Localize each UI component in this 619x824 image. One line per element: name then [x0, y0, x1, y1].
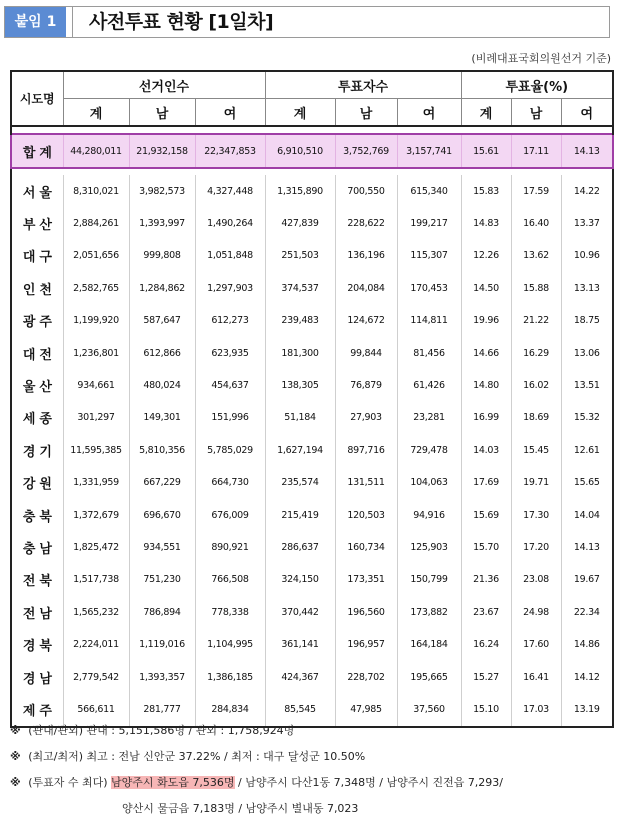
region-name: 광 주: [11, 305, 63, 337]
table-cell: 5,810,356: [129, 434, 195, 466]
table-cell: 751,230: [129, 564, 195, 596]
table-cell: 934,661: [63, 369, 129, 401]
attachment-badge: 붙임 1: [5, 7, 66, 37]
table-cell: 13.13: [561, 272, 613, 304]
table-row: [11, 207, 613, 239]
table-cell: 173,882: [397, 596, 461, 628]
region-name: 대 구: [11, 240, 63, 272]
table-cell: 14.03: [461, 434, 511, 466]
table-cell: 15.83: [461, 175, 511, 207]
table-cell: 454,637: [195, 369, 265, 401]
footnote-1: [10, 722, 294, 738]
region-name: 세 종: [11, 402, 63, 434]
table-cell: 13.37: [561, 207, 613, 239]
table-cell: 370,442: [265, 596, 335, 628]
subheader-cell: 남: [335, 99, 397, 127]
table-cell: 15.27: [461, 661, 511, 693]
table-cell: 16.99: [461, 402, 511, 434]
table-cell: 239,483: [265, 305, 335, 337]
footnote-3: [10, 774, 503, 790]
total-cell: 44,280,011: [63, 134, 129, 168]
table-row: [11, 499, 613, 531]
table-cell: 37,560: [397, 693, 461, 726]
table-cell: 114,811: [397, 305, 461, 337]
table-cell: 1,104,995: [195, 628, 265, 660]
table-row: [11, 305, 613, 337]
table-cell: 17.30: [511, 499, 561, 531]
total-cell: 14.13: [561, 134, 613, 168]
table-row: [11, 369, 613, 401]
table-cell: 27,903: [335, 402, 397, 434]
table-cell: 301,297: [63, 402, 129, 434]
table-cell: 1,199,920: [63, 305, 129, 337]
table-cell: 612,866: [129, 337, 195, 369]
table-cell: 160,734: [335, 531, 397, 563]
table-cell: 2,224,011: [63, 628, 129, 660]
table-row: [11, 661, 613, 693]
table-cell: 480,024: [129, 369, 195, 401]
table-cell: 1,627,194: [265, 434, 335, 466]
region-name: 부 산: [11, 207, 63, 239]
table-cell: 51,184: [265, 402, 335, 434]
table-cell: 14.66: [461, 337, 511, 369]
subheader-cell: 여: [561, 99, 613, 127]
note-mark: ※: [10, 750, 21, 763]
table-row: [11, 596, 613, 628]
table-cell: 12.26: [461, 240, 511, 272]
table-cell: 138,305: [265, 369, 335, 401]
table-cell: 281,777: [129, 693, 195, 726]
table-cell: 196,560: [335, 596, 397, 628]
region-name: 강 원: [11, 467, 63, 499]
region-name: 경 북: [11, 628, 63, 660]
subheader-cell: 계: [265, 99, 335, 127]
table-cell: 16.29: [511, 337, 561, 369]
region-name: 경 남: [11, 661, 63, 693]
table-cell: 1,051,848: [195, 240, 265, 272]
table-cell: 2,051,656: [63, 240, 129, 272]
region-name: 전 남: [11, 596, 63, 628]
table-cell: 14.80: [461, 369, 511, 401]
table-cell: 897,716: [335, 434, 397, 466]
table-cell: 667,229: [129, 467, 195, 499]
region-name: 전 북: [11, 564, 63, 596]
table-cell: 15.10: [461, 693, 511, 726]
subheader-cell: 남: [129, 99, 195, 127]
table-cell: 125,903: [397, 531, 461, 563]
total-cell: 6,910,510: [265, 134, 335, 168]
table-cell: 19.96: [461, 305, 511, 337]
table-cell: 1,825,472: [63, 531, 129, 563]
table-row: [11, 337, 613, 369]
table-cell: 24.98: [511, 596, 561, 628]
table-cell: 286,637: [265, 531, 335, 563]
table-cell: 15.45: [511, 434, 561, 466]
table-cell: 15.88: [511, 272, 561, 304]
table-cell: 61,426: [397, 369, 461, 401]
table-cell: 1,490,264: [195, 207, 265, 239]
table-cell: 676,009: [195, 499, 265, 531]
table-cell: 228,622: [335, 207, 397, 239]
header-voters: 투표자수: [265, 71, 461, 99]
table-cell: 1,331,959: [63, 467, 129, 499]
table-cell: 696,670: [129, 499, 195, 531]
table-cell: 612,273: [195, 305, 265, 337]
table-cell: 10.96: [561, 240, 613, 272]
table-cell: 17.20: [511, 531, 561, 563]
table-cell: 120,503: [335, 499, 397, 531]
table-cell: 173,351: [335, 564, 397, 596]
note-mark: ※: [10, 724, 21, 737]
total-cell: 3,157,741: [397, 134, 461, 168]
subheader-cell: 여: [195, 99, 265, 127]
table-row: [11, 434, 613, 466]
highlighted-top-voter: 남양주시 화도읍 7,536명: [111, 776, 235, 789]
footnote-text: (최고/최저) 최고 : 전남 신안군 37.22% / 최저 : 대구 달성군 10.50%: [28, 750, 366, 763]
table-cell: 890,921: [195, 531, 265, 563]
table-cell: 14.83: [461, 207, 511, 239]
table-row: [11, 175, 613, 207]
table-cell: 1,284,862: [129, 272, 195, 304]
turnout-table: [10, 70, 614, 728]
table-cell: 19.67: [561, 564, 613, 596]
table-cell: 18.75: [561, 305, 613, 337]
region-name: 인 천: [11, 272, 63, 304]
table-row: [11, 272, 613, 304]
table-cell: 17.59: [511, 175, 561, 207]
region-name: 서 울: [11, 175, 63, 207]
subheader-cell: 여: [397, 99, 461, 127]
header-turnout: 투표율(%): [461, 71, 613, 99]
table-cell: 19.71: [511, 467, 561, 499]
table-cell: 615,340: [397, 175, 461, 207]
region-name: 울 산: [11, 369, 63, 401]
table-cell: 164,184: [397, 628, 461, 660]
table-row: [11, 531, 613, 563]
table-cell: 151,996: [195, 402, 265, 434]
table-cell: 15.65: [561, 467, 613, 499]
table-cell: 124,672: [335, 305, 397, 337]
table-cell: 1,297,903: [195, 272, 265, 304]
total-cell: 21,932,158: [129, 134, 195, 168]
table-cell: 623,935: [195, 337, 265, 369]
table-row: [11, 240, 613, 272]
table-cell: 1,565,232: [63, 596, 129, 628]
table-cell: 149,301: [129, 402, 195, 434]
footnote-text: (관내/관외) 관내 : 5,151,586명 / 관외 : 1,758,924명: [28, 724, 295, 737]
table-cell: 766,508: [195, 564, 265, 596]
table-cell: 23.67: [461, 596, 511, 628]
table-cell: 424,367: [265, 661, 335, 693]
table-cell: 204,084: [335, 272, 397, 304]
region-name: 경 기: [11, 434, 63, 466]
table-cell: 85,545: [265, 693, 335, 726]
table-cell: 23.08: [511, 564, 561, 596]
table-cell: 13.06: [561, 337, 613, 369]
subheader-cell: 계: [461, 99, 511, 127]
table-cell: 13.62: [511, 240, 561, 272]
table-cell: 1,236,801: [63, 337, 129, 369]
basis-note: (비례대표국회의원선거 기준): [471, 52, 611, 65]
table-row: [11, 628, 613, 660]
table-cell: 14.50: [461, 272, 511, 304]
table-cell: 15.32: [561, 402, 613, 434]
table-cell: 235,574: [265, 467, 335, 499]
table-cell: 374,537: [265, 272, 335, 304]
table-cell: 324,150: [265, 564, 335, 596]
page-title: 사전투표 현황 [1일차]: [89, 11, 274, 33]
table-cell: 14.04: [561, 499, 613, 531]
footnote-2: [10, 748, 365, 764]
table-cell: 786,894: [129, 596, 195, 628]
table-cell: 664,730: [195, 467, 265, 499]
table-cell: 934,551: [129, 531, 195, 563]
region-name: 충 북: [11, 499, 63, 531]
table-cell: 18.69: [511, 402, 561, 434]
table-cell: 195,665: [397, 661, 461, 693]
subheader-cell: 계: [63, 99, 129, 127]
table-cell: 196,957: [335, 628, 397, 660]
table-cell: 1,386,185: [195, 661, 265, 693]
region-name: 충 남: [11, 531, 63, 563]
table-cell: 8,310,021: [63, 175, 129, 207]
footnote-text: 양산시 물금읍 7,183명 / 남양주시 별내동 7,023: [122, 802, 359, 815]
table-row: [11, 564, 613, 596]
table-cell: 778,338: [195, 596, 265, 628]
table-cell: 2,779,542: [63, 661, 129, 693]
region-name: 제 주: [11, 693, 63, 726]
table-cell: 17.69: [461, 467, 511, 499]
table-cell: 181,300: [265, 337, 335, 369]
table-cell: 215,419: [265, 499, 335, 531]
table-cell: 104,063: [397, 467, 461, 499]
table-cell: 17.60: [511, 628, 561, 660]
table-cell: 587,647: [129, 305, 195, 337]
table-cell: 1,393,357: [129, 661, 195, 693]
table-cell: 21.22: [511, 305, 561, 337]
total-label: 합 계: [11, 134, 63, 168]
table-cell: 15.70: [461, 531, 511, 563]
table-cell: 22.34: [561, 596, 613, 628]
table-cell: 228,702: [335, 661, 397, 693]
total-row: [11, 134, 613, 168]
table-row: [11, 402, 613, 434]
header-electors: 선거인수: [63, 71, 265, 99]
table-cell: 284,834: [195, 693, 265, 726]
total-cell: 3,752,769: [335, 134, 397, 168]
note-mark: ※: [10, 776, 21, 789]
table-cell: 21.36: [461, 564, 511, 596]
table-cell: 14.22: [561, 175, 613, 207]
table-cell: 15.69: [461, 499, 511, 531]
table-cell: 13.19: [561, 693, 613, 726]
table-cell: 361,141: [265, 628, 335, 660]
table-cell: 4,327,448: [195, 175, 265, 207]
table-cell: 700,550: [335, 175, 397, 207]
table-cell: 17.03: [511, 693, 561, 726]
table-cell: 729,478: [397, 434, 461, 466]
footnote-4: [122, 800, 358, 816]
table-cell: 3,982,573: [129, 175, 195, 207]
table-cell: 1,393,997: [129, 207, 195, 239]
footnote-text: / 남양주시 다산1동 7,348명 / 남양주시 진전읍 7,293/: [238, 776, 504, 789]
table-cell: 76,879: [335, 369, 397, 401]
table-cell: 94,916: [397, 499, 461, 531]
region-name: 대 전: [11, 337, 63, 369]
table-cell: 16.40: [511, 207, 561, 239]
total-cell: 22,347,853: [195, 134, 265, 168]
table-cell: 11,595,385: [63, 434, 129, 466]
table-cell: 47,985: [335, 693, 397, 726]
table-cell: 170,453: [397, 272, 461, 304]
total-cell: 15.61: [461, 134, 511, 168]
table-cell: 23,281: [397, 402, 461, 434]
table-cell: 150,799: [397, 564, 461, 596]
table-cell: 1,315,890: [265, 175, 335, 207]
table-cell: 131,511: [335, 467, 397, 499]
table-cell: 12.61: [561, 434, 613, 466]
table-cell: 2,884,261: [63, 207, 129, 239]
table-cell: 14.12: [561, 661, 613, 693]
table-row: [11, 467, 613, 499]
header-box: [4, 6, 610, 38]
table-cell: 81,456: [397, 337, 461, 369]
table-cell: 1,372,679: [63, 499, 129, 531]
table-cell: 2,582,765: [63, 272, 129, 304]
footnote-label: (투표자 수 최다): [28, 776, 108, 789]
table-cell: 5,785,029: [195, 434, 265, 466]
total-cell: 17.11: [511, 134, 561, 168]
table-cell: 1,517,738: [63, 564, 129, 596]
table-cell: 999,808: [129, 240, 195, 272]
table-cell: 13.51: [561, 369, 613, 401]
table-cell: 16.02: [511, 369, 561, 401]
badge-divider: [66, 7, 73, 37]
header-sido: 시도명: [11, 71, 63, 126]
table-cell: 115,307: [397, 240, 461, 272]
table-cell: 14.86: [561, 628, 613, 660]
table-cell: 1,119,016: [129, 628, 195, 660]
table-cell: 136,196: [335, 240, 397, 272]
table-cell: 16.24: [461, 628, 511, 660]
subheader-cell: 남: [511, 99, 561, 127]
table-cell: 99,844: [335, 337, 397, 369]
table-cell: 14.13: [561, 531, 613, 563]
table-cell: 199,217: [397, 207, 461, 239]
table-cell: 566,611: [63, 693, 129, 726]
table-cell: 16.41: [511, 661, 561, 693]
table-cell: 427,839: [265, 207, 335, 239]
table-cell: 251,503: [265, 240, 335, 272]
